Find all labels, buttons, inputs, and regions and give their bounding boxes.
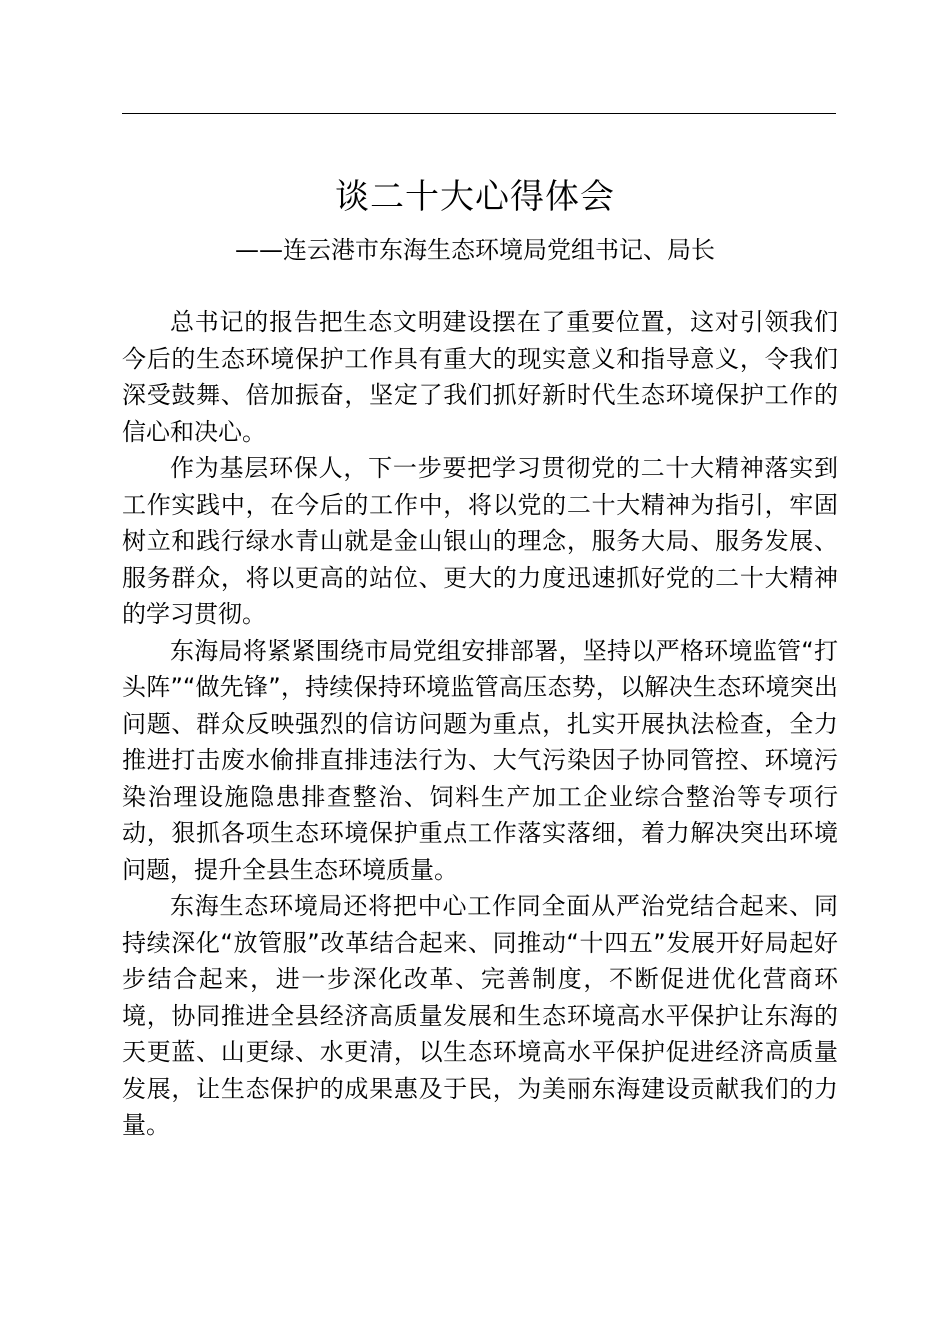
document-title: 谈二十大心得体会 (335, 177, 615, 217)
paragraph-3: 东海局将紧紧围绕市局党组安排部署，坚持以严格环境监管“打头阵”“做先锋”，持续保持环境监管高压态势，以解决生态环境突出问题、群众反映强烈的信访问题为重点，扎实开展执法检查，全力推进打击废水偷排直排违法行为、大气污染因子协同管控、环境污染治理设施隐患排查整治、饲料生产加工企业综合整治等专项行动，狠抓各项生态环境保护重点工作落实落细，着力解决突出环境问题，提升全县生态环境质量。 (122, 636, 838, 884)
header-rule (122, 113, 836, 114)
paragraph-2: 作为基层环保人，下一步要把学习贯彻党的二十大精神落实到工作实践中，在今后的工作中，将以党的二十大精神为指引，牢固树立和践行绿水青山就是金山银山的理念，服务大局、服务发展、服务群众，将以更高的站位、更大的力度迅速抓好党的二十大精神的学习贯彻。 (122, 454, 838, 628)
paragraph-4: 东海生态环境局还将把中心工作同全面从严治党结合起来、同持续深化“放管服”改革结合起来、同推动“十四五”发展开好局起好步结合起来，进一步深化改革、完善制度，不断促进优化营商环境，协同推进全县经济高质量发展和生态环境高水平保护让东海的天更蓝、山更绿、水更清，以生态环境高水平保护促进经济高质量发展，让生态保护的成果惠及于民，为美丽东海建设贡献我们的力量。 (122, 892, 838, 1139)
paragraph-1: 总书记的报告把生态文明建设摆在了重要位置，这对引领我们今后的生态环境保护工作具有重大的现实意义和指导意义，令我们深受鼓舞、倍加振奋，坚定了我们抓好新时代生态环境保护工作的信心和决心。 (122, 308, 838, 446)
document-subtitle: ——连云港市东海生态环境局党组书记、局长 (235, 236, 715, 264)
document-body (122, 304, 838, 1144)
